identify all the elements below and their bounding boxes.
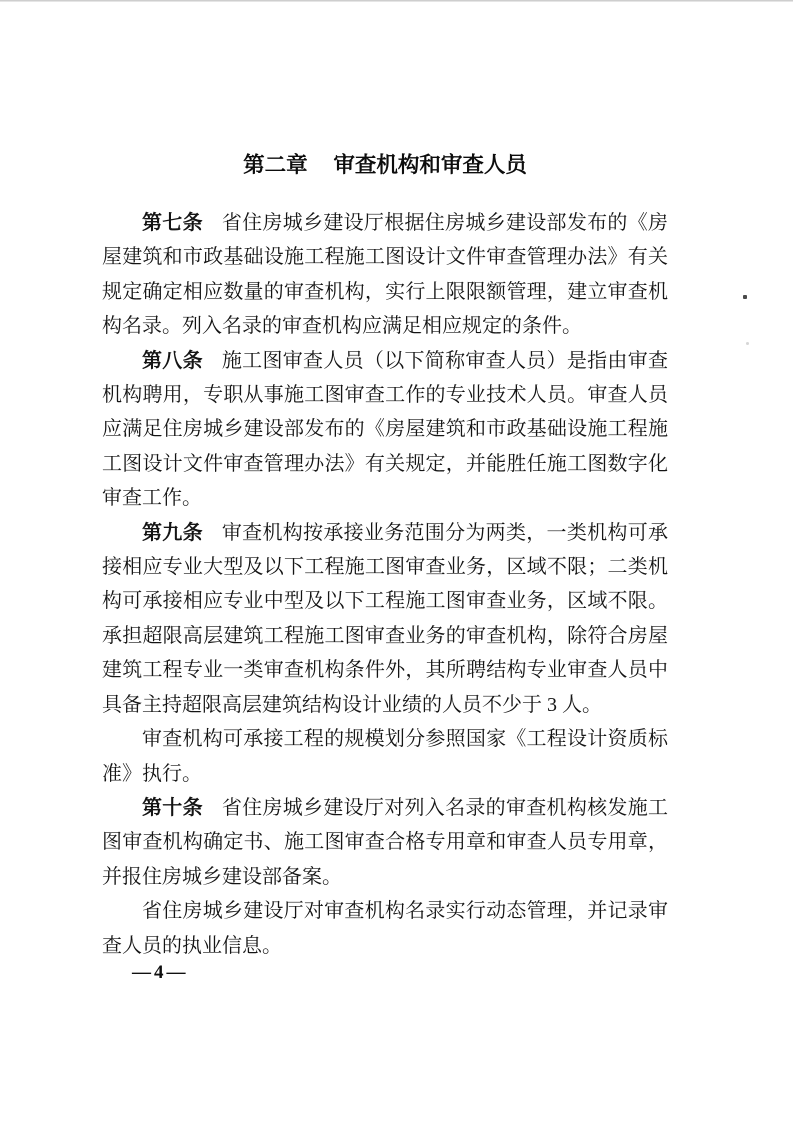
scan-edge-artifact [0,0,793,2]
paragraph-article-10 [102,791,668,894]
article-7-label: 第七条 [142,212,203,234]
paragraph-article-9 [102,516,668,722]
scan-speck [743,295,747,299]
article-9-label: 第九条 [142,521,203,544]
page-number: —4— [132,962,189,983]
article-10-text: 省住房城乡建设厅对列入名录的审查机构核发施工图审查机构确定书、施工图审查合格专用章和审查人员专用章，并报住房城乡建设部备案。 [102,796,668,888]
paragraph-article-9-continuation [102,722,668,791]
article-8-label: 第八条 [142,349,203,372]
article-8-text: 施工图审查人员（以下简称审查人员）是指由审查机构聘用，专职从事施工图审查工作的专业技术人员。审查人员应满足住房城乡建设部发布的《房屋建筑和市政基础设施工程施工图设计文件审查管理办法》有关规定，并能胜任施工图数字化审查工作。 [102,349,668,510]
chapter-title: 审查机构和审查人员 [333,153,527,177]
document-body [102,150,668,963]
article-9-text: 审查机构按承接业务范围分为两类，一类机构可承接相应专业大型及以下工程施工图审查业务，区域不限；二类机构可承接相应专业中型及以下工程施工图审查业务，区域不限。承担超限高层建筑工程施工图审查业务的审查机构，除符合房屋建筑工程专业一类审查机构条件外，其所聘结构专业审查人员中具备主持超限高层建筑结构设计业绩的人员不少于 3 人。 [102,521,668,716]
article-9-continuation-text: 审查机构可承接工程的规模划分参照国家《工程设计资质标准》执行。 [102,728,668,785]
paragraph-article-8 [102,344,668,516]
paragraph-article-10-continuation [102,894,668,963]
chapter-number: 第二章 [243,153,308,177]
article-7-text: 省住房城乡建设厅根据住房城乡建设部发布的《房屋建筑和市政基础设施工程施工图设计文件审查管理办法》有关规定确定相应数量的审查机构，实行上限限额管理，建立审查机构名录。列入名录的审查机构应满足相应规定的条件。 [102,212,668,338]
article-10-continuation-text: 省住房城乡建设厅对审查机构名录实行动态管理，并记录审查人员的执业信息。 [102,900,668,957]
chapter-heading [102,150,668,181]
article-10-label: 第十条 [142,796,203,819]
scan-speck [746,342,749,345]
paragraph-article-7 [102,206,668,344]
